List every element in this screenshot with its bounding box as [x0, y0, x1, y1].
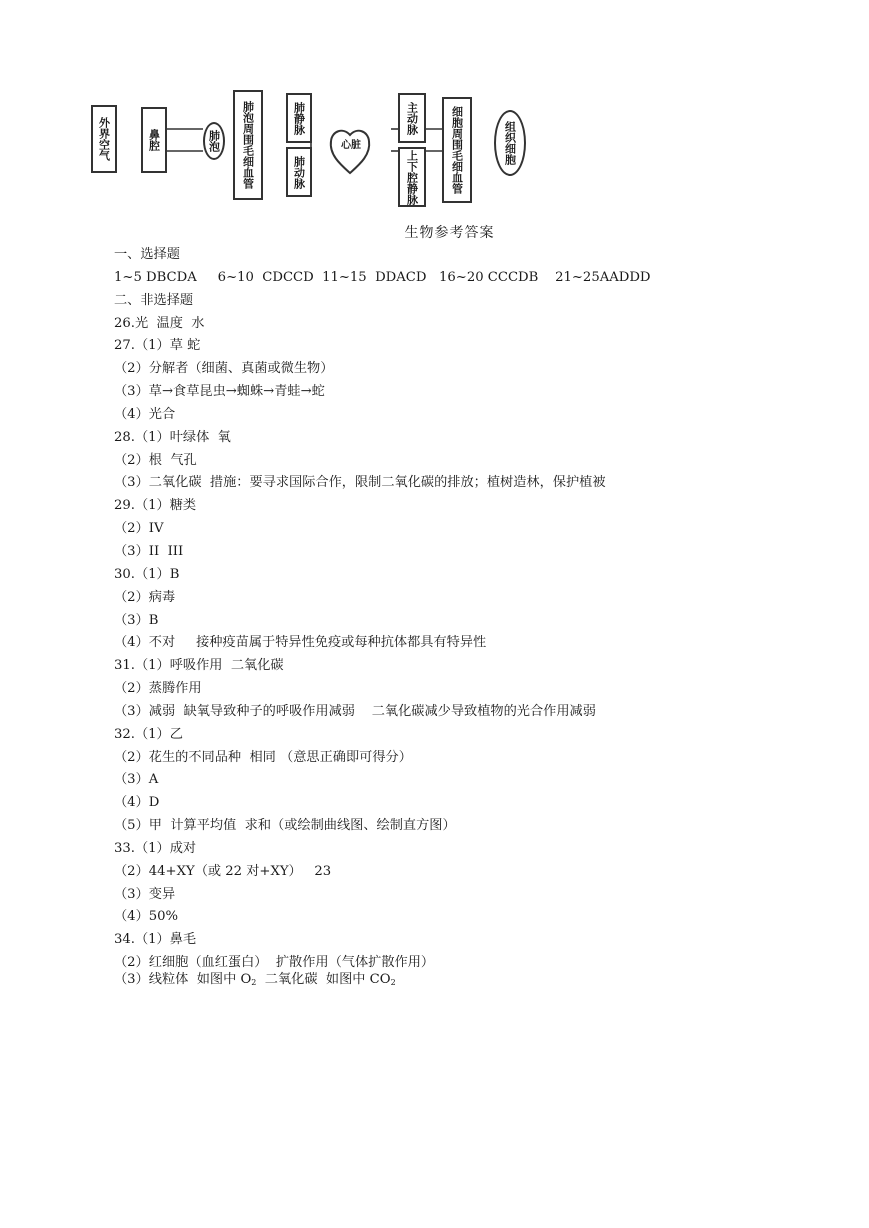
- vena-cava-box: 上下腔静脉: [398, 147, 426, 207]
- answer-line: 32.（1）乙: [114, 726, 183, 742]
- answer-line: （2）花生的不同品种 相同 （意思正确即可得分）: [114, 749, 412, 765]
- subscript: 2: [251, 978, 257, 987]
- answer-line: 34.（1）鼻毛: [114, 932, 197, 948]
- answer-line: （2）病毒: [114, 589, 176, 605]
- page-title: 生物参考答案: [404, 225, 495, 241]
- answer-line: 31.（1）呼吸作用 二氧化碳: [114, 658, 284, 674]
- answer-line: （2）根 气孔: [114, 452, 197, 468]
- answer-line: （2）分解者（细菌、真菌或微生物）: [114, 361, 334, 377]
- answer-line: （3）A: [114, 772, 159, 788]
- answer-line-last: [114, 969, 396, 992]
- alveolus-circle: 肺泡: [203, 122, 225, 160]
- answer-line: 29.（1）糖类: [114, 498, 197, 514]
- answer-line: 30.（1）B: [114, 566, 180, 582]
- answer-line: （3）草→食草昆虫→蜘蛛→青蛙→蛇: [114, 384, 325, 400]
- circulation-diagram: [85, 85, 545, 215]
- answer-line: 二、非选择题: [114, 292, 194, 308]
- answer-line: （2）44+XY（或 22 对+XY） 23: [114, 863, 332, 879]
- heart-label: 心脏: [341, 140, 361, 151]
- answer-line: 一、选择题: [114, 247, 180, 262]
- answer-line: （4）不对 接种疫苗属于特异性免疫或每种抗体都具有特异性: [114, 635, 487, 651]
- aorta-box: 主动脉: [398, 93, 426, 143]
- answer-line: （3）二氧化碳 措施：要寻求国际合作，限制二氧化碳的排放；植树造林，保护植被: [114, 475, 606, 491]
- answer-line: （3）B: [114, 612, 159, 628]
- subscript: 2: [390, 978, 396, 987]
- answer-line: （2）蒸腾作用: [114, 681, 202, 697]
- answer-line: （3）II III: [114, 543, 184, 559]
- answer-line: 1~5 DBCDA 6~10 CDCCD 11~15 DDACD 16~20 CCCDB 21~25AADDD: [114, 269, 651, 285]
- answer-line: 27.（1）草 蛇: [114, 338, 201, 354]
- answer-line: （4）50%: [114, 909, 179, 925]
- answer-line: （4）D: [114, 795, 160, 811]
- answer-line: 26.光 温度 水: [114, 315, 205, 331]
- nasal-cavity-box: 鼻腔: [141, 107, 167, 173]
- tissue-capillary-box: 细胞周围毛细血管: [442, 97, 472, 203]
- answer-line: （3）减弱 缺氧导致种子的呼吸作用减弱 二氧化碳减少导致植物的光合作用减弱: [114, 703, 596, 719]
- answer-line: 28.（1）叶绿体 氧: [114, 429, 231, 445]
- tissue-cell-ellipse: 组织细胞: [494, 110, 526, 176]
- answer-list: [114, 244, 650, 975]
- answer-text: 二氧化碳 如图中 CO: [256, 972, 391, 987]
- answer-line: 33.（1）成对: [114, 840, 197, 856]
- answer-line: （2）红细胞（血红蛋白） 扩散作用（气体扩散作用）: [114, 955, 435, 971]
- answer-line: （2）IV: [114, 521, 164, 537]
- answer-line: （5）甲 计算平均值 求和（或绘制曲线图、绘制直方图）: [114, 818, 456, 834]
- answer-line: （4）光合: [114, 406, 176, 422]
- alveolar-capillary-box: 肺泡周围毛细血管: [233, 90, 263, 200]
- pulmonary-vein-box: 肺静脉: [286, 93, 312, 143]
- outside-air-box: 外界空气: [91, 105, 117, 173]
- answer-text: （3）线粒体 如图中 O: [114, 972, 252, 987]
- pulmonary-artery-box: 肺动脉: [286, 147, 312, 197]
- answer-line: （3）变异: [114, 886, 176, 902]
